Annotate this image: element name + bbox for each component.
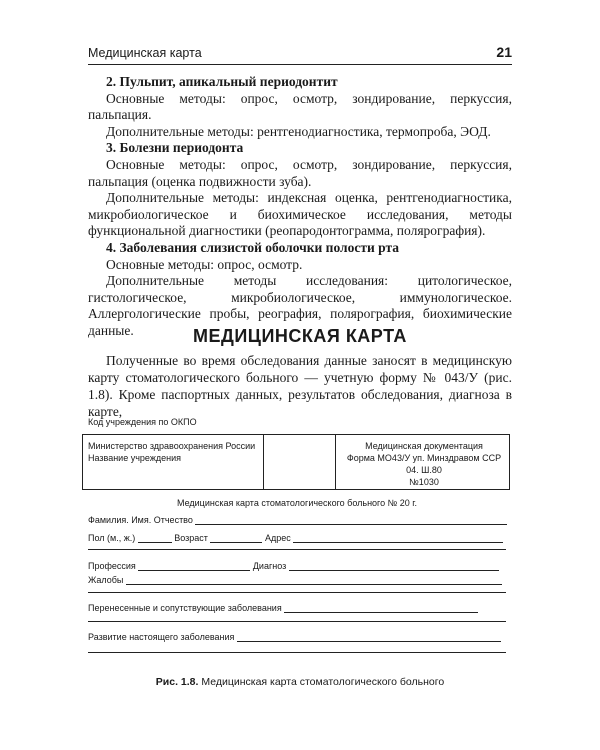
age-line[interactable] bbox=[210, 532, 262, 543]
fio-line[interactable] bbox=[195, 514, 507, 525]
age-label: Возраст bbox=[174, 533, 208, 543]
section-heading: 3. Болезни периодонта bbox=[106, 140, 244, 156]
blank-line bbox=[88, 652, 506, 653]
intro-text bbox=[88, 352, 512, 420]
caption-text: Медицинская карта стоматологического больного bbox=[201, 676, 445, 688]
paragraph: Основные методы: опрос, осмотр, зондирование, перкуссия, пальпация (оценка подвижности зуба). bbox=[88, 156, 512, 189]
blank-line bbox=[88, 621, 506, 622]
sex-label: Пол (м., ж.) bbox=[88, 533, 136, 543]
divider bbox=[335, 435, 336, 489]
paragraph: Дополнительные методы: рентгенодиагностика, термопроба, ЭОД. bbox=[106, 123, 491, 139]
card-title: Медицинская карта стоматологического больного № 20 г. bbox=[177, 498, 417, 508]
past-diseases-row bbox=[88, 602, 478, 613]
form-institution bbox=[88, 440, 255, 464]
paragraph: Дополнительные методы: индексная оценка, рентгенодиагностика, микробиологическое и биохимическое исследования, методы функциональной диагностики (реопародонтограмма, полярография). bbox=[88, 190, 512, 239]
ministry-label: Министерство здравоохранения России bbox=[88, 441, 256, 451]
okpo-label: Код учреждения по ОКПО bbox=[88, 417, 197, 427]
blank-line bbox=[88, 549, 506, 550]
paragraph: Основные методы: опрос, осмотр, зондирование, перкуссия, пальпация. bbox=[88, 90, 512, 123]
paragraph: Основные методы: опрос, осмотр. bbox=[106, 256, 303, 272]
section-heading: 2. Пульпит, апикальный периодонтит bbox=[106, 74, 338, 89]
fio-label: Фамилия. Имя. Отчество bbox=[88, 515, 193, 525]
form-date-label: 04. Ш.80 bbox=[406, 465, 442, 475]
figure-caption bbox=[88, 676, 512, 688]
page-number: 21 bbox=[496, 44, 512, 60]
address-line[interactable] bbox=[293, 532, 503, 543]
form-header-box bbox=[82, 434, 510, 490]
intro-paragraph: Полученные во время обследования данные заносят в медицинскую карту стоматологического больного — учетную форму № 043/У (рис. 1.8). Кроме паспортных данных, результатов обследования, диагноза в карте, bbox=[88, 353, 512, 419]
development-line[interactable] bbox=[237, 631, 501, 642]
form-name-label: Форма МО43/У уп. Минздравом ССР bbox=[346, 453, 502, 463]
complaints-row bbox=[88, 574, 502, 585]
running-header bbox=[88, 44, 512, 65]
form-doc-info bbox=[341, 440, 507, 488]
complaints-label: Жалобы bbox=[88, 575, 124, 585]
institution-label: Название учреждения bbox=[88, 453, 181, 463]
development-row bbox=[88, 631, 501, 642]
section-title: МЕДИЦИНСКАЯ КАРТА bbox=[193, 326, 407, 346]
diagnosis-label: Диагноз bbox=[252, 561, 287, 571]
blank-line bbox=[88, 592, 506, 593]
section-heading: 4. Заболевания слизистой оболочки полости рта bbox=[106, 239, 399, 255]
complaints-line[interactable] bbox=[126, 574, 502, 585]
header-title: Медицинская карта bbox=[88, 46, 202, 60]
sex-line[interactable] bbox=[138, 532, 172, 543]
paragraph: Дополнительные методы исследования: цитологическое, гистологическое, микробиологическое, иммунологическое. Аллергологические пробы, реография, полярография, биохимические данные. bbox=[88, 273, 512, 338]
doc-type-label: Медицинская документация bbox=[365, 441, 483, 451]
address-label: Адрес bbox=[264, 533, 291, 543]
past-diseases-label: Перенесенные и сопутствующие заболевания bbox=[88, 603, 282, 613]
caption-label: Рис. 1.8. bbox=[155, 676, 199, 688]
profession-diagnosis-row bbox=[88, 560, 499, 571]
development-label: Развитие настоящего заболевания bbox=[88, 632, 235, 642]
form-number-label: №1030 bbox=[409, 477, 439, 487]
profession-label: Профессия bbox=[88, 561, 136, 571]
fio-row bbox=[88, 514, 507, 525]
divider bbox=[263, 435, 264, 489]
past-diseases-line[interactable] bbox=[284, 602, 478, 613]
diagnosis-line[interactable] bbox=[289, 560, 499, 571]
sex-age-address-row bbox=[88, 532, 503, 543]
profession-line[interactable] bbox=[138, 560, 250, 571]
body-text bbox=[88, 74, 512, 340]
